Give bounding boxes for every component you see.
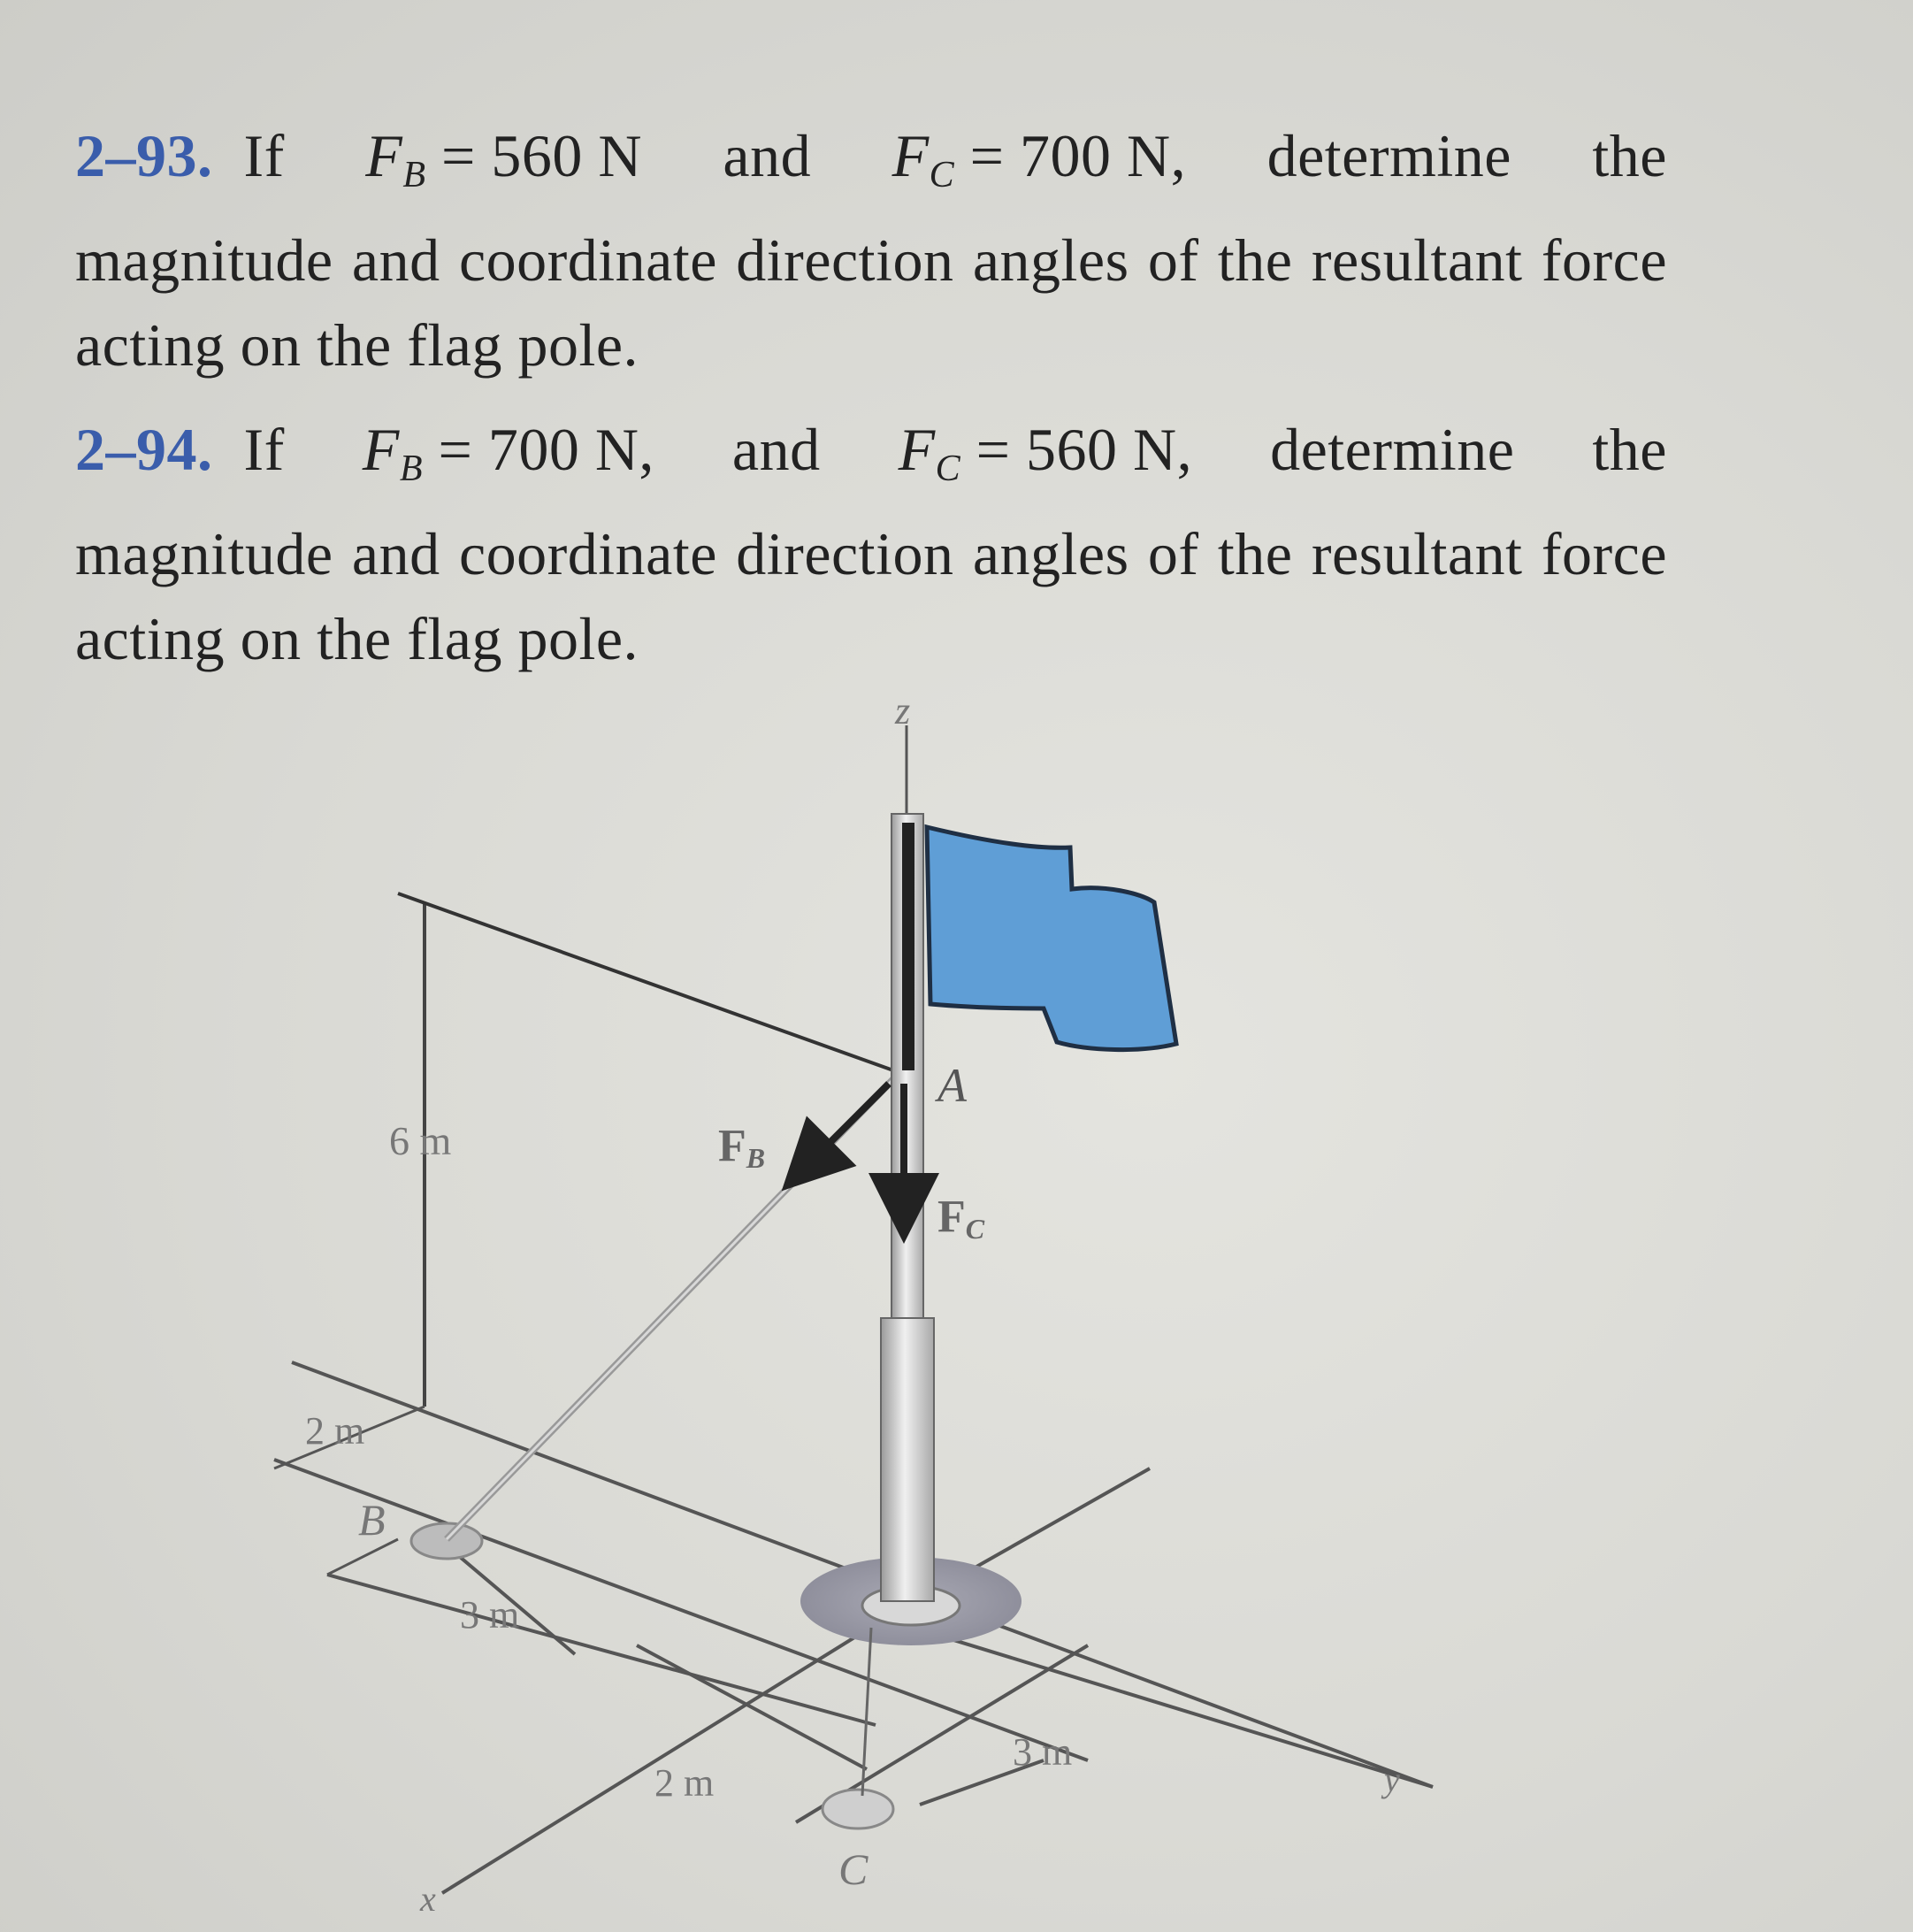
problem-intro: If <box>243 122 285 189</box>
fb-value: = 700 N, <box>438 416 654 483</box>
cable-to-c-lower <box>862 1628 871 1796</box>
point-a-label: A <box>937 1059 967 1112</box>
cable-top-ref-line <box>398 893 893 1070</box>
fc-subscript: C <box>929 155 955 196</box>
fc-value: = 700 N, <box>969 122 1187 189</box>
force-c-label <box>937 1192 985 1245</box>
the-word: the <box>1592 122 1667 189</box>
anchor-b <box>411 1523 482 1559</box>
point-b-label: B <box>358 1495 386 1545</box>
point-c-label: C <box>838 1844 869 1894</box>
flag-pole-lower <box>881 1318 934 1601</box>
determine-word: determine <box>1266 122 1511 189</box>
b-dim-tick <box>327 1539 398 1575</box>
problem-number: 2–93. <box>75 122 213 189</box>
fc-value: = 560 N, <box>976 416 1193 483</box>
b-offset-dim-label: 2 m <box>305 1409 365 1453</box>
fb-subscript: B <box>399 448 423 489</box>
y-axis-line <box>884 1619 1433 1787</box>
fb-symbol: F <box>362 416 400 483</box>
fb-symbol: F <box>365 122 403 189</box>
b-span-dim-label: 3 m <box>460 1593 520 1637</box>
determine-word: determine <box>1270 416 1515 483</box>
fb-value: = 560 N <box>440 122 642 189</box>
height-dim-label: 6 m <box>389 1118 452 1163</box>
problem-2-93-body: magnitude and coordinate direction angles of the resultant force acting on the flag pole. <box>75 226 1667 379</box>
y-axis-label: y <box>1384 1760 1400 1799</box>
fc-symbol: F <box>891 122 930 189</box>
fb-subscript: B <box>402 155 426 196</box>
force-c-symbol: F <box>937 1192 966 1242</box>
the-word: the <box>1592 416 1667 483</box>
pole-halyard <box>902 823 914 1070</box>
x-axis-label: x <box>420 1879 436 1919</box>
fc-symbol: F <box>898 416 936 483</box>
fc-subscript: C <box>935 448 961 489</box>
flag <box>927 827 1176 1050</box>
problem-intro: If <box>243 416 285 483</box>
and-word: and <box>731 416 821 483</box>
and-word: and <box>723 122 812 189</box>
c-x-dim-label: 2 m <box>654 1761 715 1805</box>
force-c-subscript: C <box>965 1213 985 1245</box>
force-b-arrow <box>792 1084 889 1181</box>
force-b-subscript: B <box>746 1142 766 1174</box>
c-y-dim-label: 3 m <box>1013 1730 1073 1774</box>
anchor-c <box>823 1790 893 1828</box>
force-b-label <box>718 1121 765 1174</box>
force-b-symbol: F <box>718 1121 746 1171</box>
problem-2-94-body: magnitude and coordinate direction angles of the resultant force acting on the flag pole. <box>75 520 1667 672</box>
problem-number: 2–94. <box>75 416 213 483</box>
z-axis-label: z <box>895 689 911 732</box>
